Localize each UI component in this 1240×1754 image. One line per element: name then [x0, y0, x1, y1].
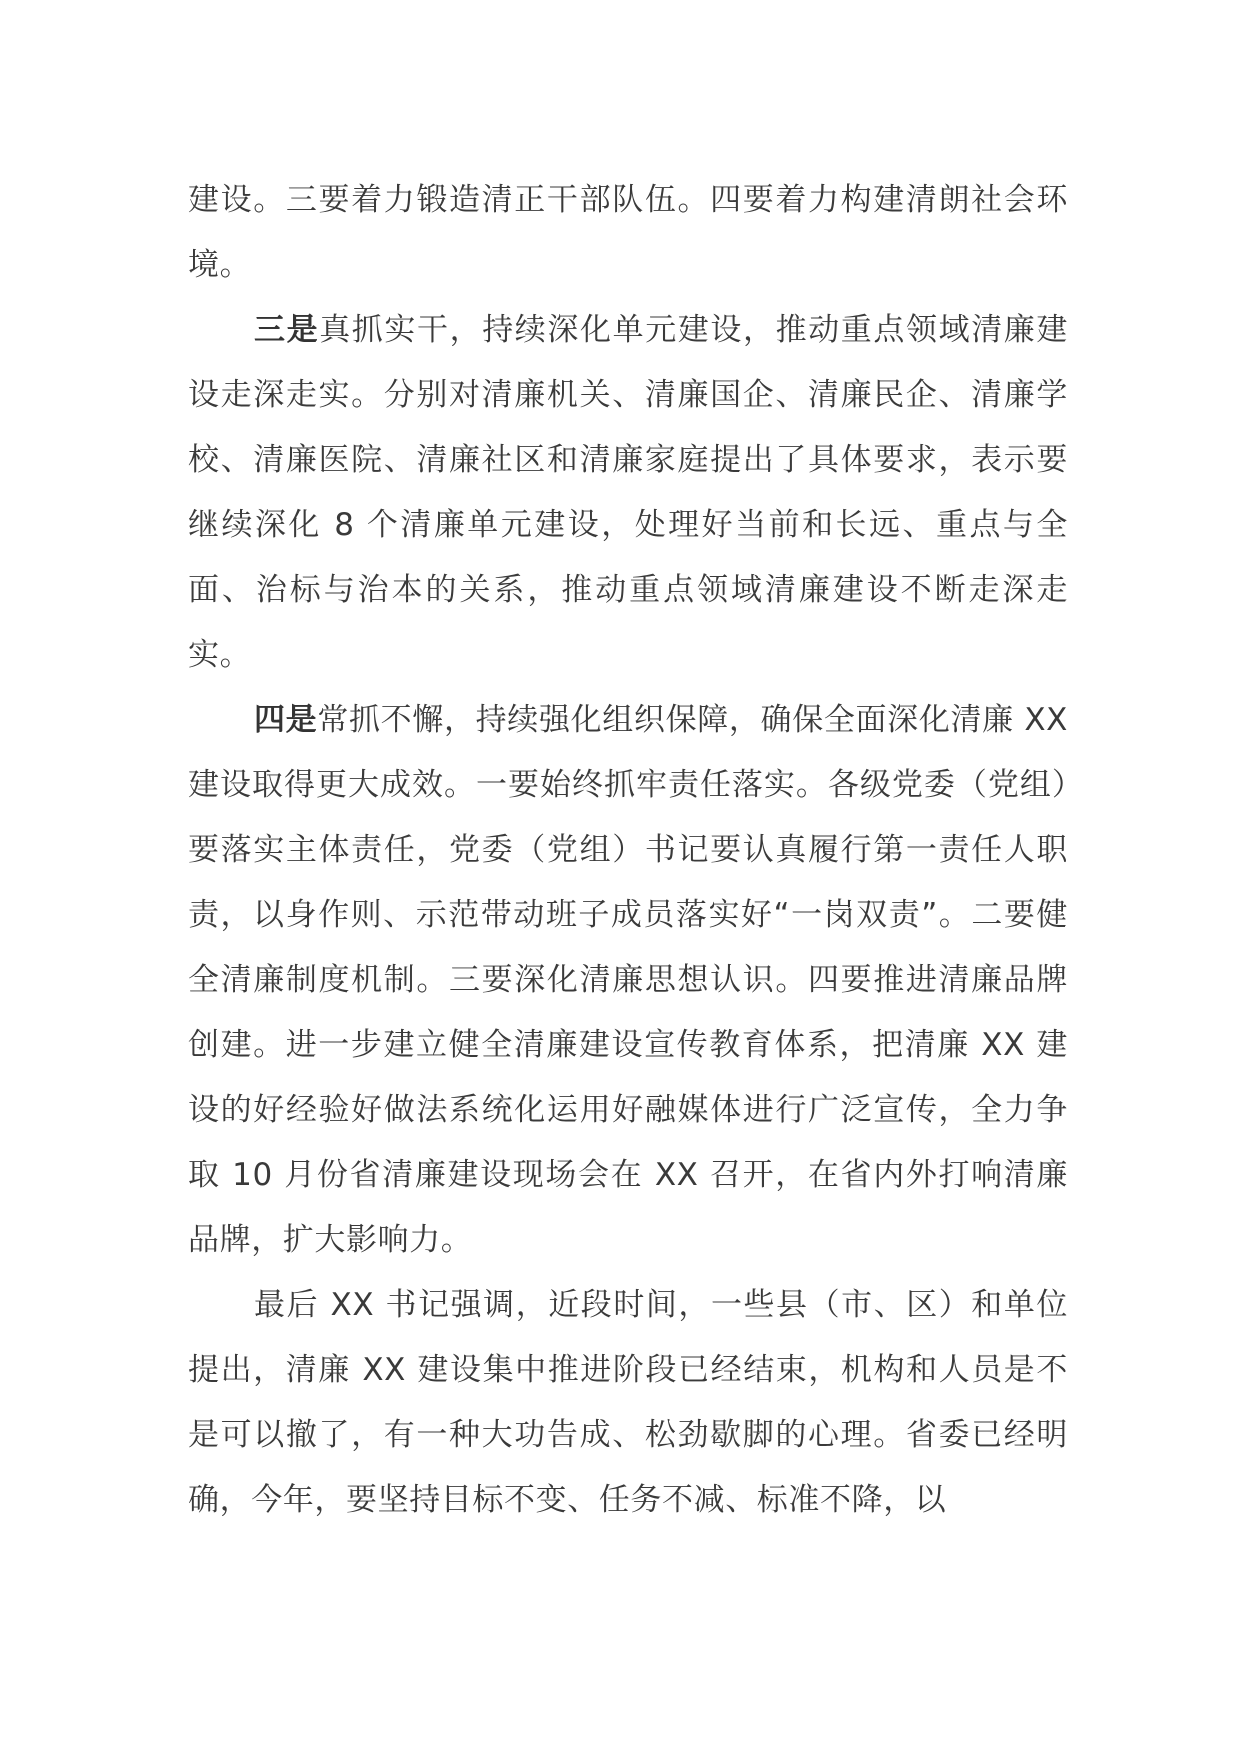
paragraph-continuation: [188, 168, 1068, 298]
paragraph-conclusion: [188, 1273, 1068, 1533]
document-body: [188, 168, 1068, 1533]
paragraph-text: 常抓不懈，持续强化组织保障，确保全面深化清廉 XX 建设取得更大成效。一要始终抓牢责任落实。各级党委（党组）要落实主体责任，党委（党组）书记要认真履行第一责任人职责，以身作则、示范带动班子成员落实好“一岗双责”。二要健全清廉制度机制。三要深化清廉思想认识。四要推进清廉品牌创建。进一步建立健全清廉建设宣传教育体系，把清廉 XX 建设的好经验好做法系统化运用好融媒体进行广泛宣传，全力争取 10 月份省清廉建设现场会在 XX 召开，在省内外打响清廉品牌，扩大影响力。: [188, 702, 1069, 1258]
paragraph-point-three: [188, 298, 1068, 688]
paragraph-point-four: [188, 688, 1068, 1273]
paragraph-lead: 三是: [254, 312, 320, 348]
paragraph-text: 真抓实干，持续深化单元建设，推动重点领域清廉建设走深走实。分别对清廉机关、清廉国企、清廉民企、清廉学校、清廉医院、清廉社区和清廉家庭提出了具体要求，表示要继续深化 8 个清廉单元建设，处理好当前和长远、重点与全面、治标与治本的关系，推动重点领域清廉建设不断走深走实。: [188, 312, 1068, 673]
paragraph-lead: 四是: [254, 702, 318, 738]
paragraph-text: 最后 XX 书记强调，近段时间，一些县（市、区）和单位提出，清廉 XX 建设集中推进阶段已经结束，机构和人员是不是可以撤了，有一种大功告成、松劲歇脚的心理。省委已经明确，今年，要坚持目标不变、任务不减、标准不降，以: [188, 1287, 1068, 1518]
paragraph-text: 建设。三要着力锻造清正干部队伍。四要着力构建清朗社会环境。: [188, 182, 1068, 283]
